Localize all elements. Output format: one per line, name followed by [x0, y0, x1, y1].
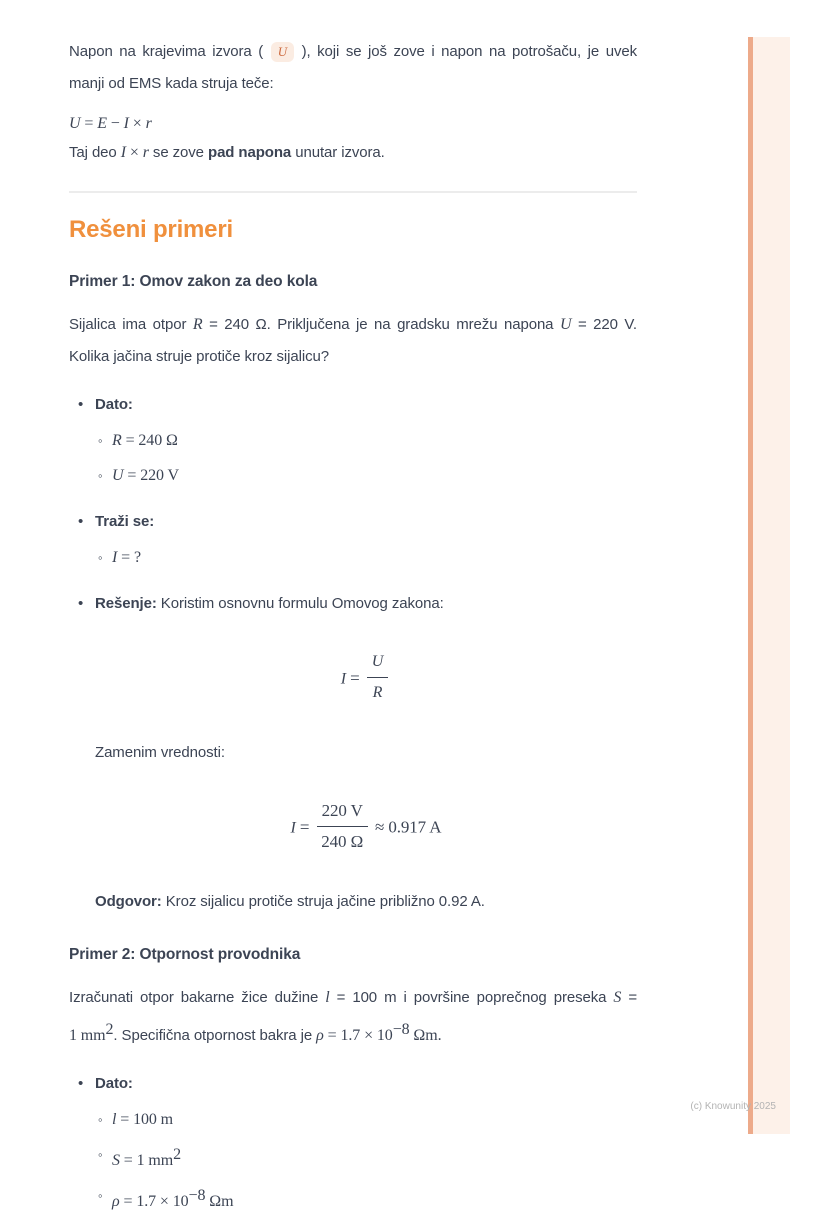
intro-line-2: manji od EMS kada struja teče:	[69, 75, 274, 92]
math-value: Ωm	[205, 1193, 234, 1210]
note-bold-text: pad napona	[208, 144, 292, 161]
math-var: R	[112, 432, 122, 449]
math-var: ρ	[112, 1193, 120, 1210]
math-var: l	[112, 1111, 117, 1128]
formula-ohms-law	[95, 652, 637, 707]
math-var: r	[142, 144, 149, 161]
section-title: Rešeni primeri	[69, 216, 233, 243]
math-value: = 1.7 × 10	[119, 1193, 189, 1210]
fraction-numerator: 220 V	[317, 799, 368, 827]
primer1-problem-line-1	[69, 309, 637, 341]
math-var: l	[325, 989, 330, 1006]
problem-text: = 240 Ω. Priključena je na gradsku mrežu napona	[202, 316, 560, 333]
document-content	[69, 36, 637, 1232]
dato-label: Dato:	[95, 1075, 133, 1092]
math-op: −	[106, 115, 124, 132]
dato-item	[112, 1180, 637, 1218]
math-op: =	[295, 817, 314, 837]
intro-text: ), koji se još zove i napon na potrošaču, je uvek	[301, 43, 638, 60]
math-op: ×	[128, 115, 146, 132]
dato-sublist	[95, 1104, 637, 1218]
math-var: I	[112, 549, 118, 566]
math-var: R	[192, 316, 203, 333]
math-var: E	[97, 115, 107, 132]
fraction-numerator: U	[367, 650, 388, 678]
dato-item	[112, 1104, 637, 1136]
formula-calculation	[95, 801, 637, 856]
dato-item	[112, 460, 637, 492]
fraction-denominator: 240 Ω	[321, 832, 364, 851]
problem-text: = 100 m i površine poprečnog preseka	[329, 989, 614, 1006]
primer1-problem-line-2: Kolika jačina struje protiče kroz sijalicu?	[69, 348, 329, 365]
primer2-heading: Primer 2: Otpornost provodnika	[69, 946, 301, 963]
intro-line-1	[69, 36, 637, 68]
problem-text: . Specifična otpornost bakra je	[113, 1027, 317, 1044]
note-text: unutar izvora.	[291, 144, 385, 161]
problem-text: =	[621, 989, 637, 1006]
voltage-drop-note	[69, 137, 637, 169]
note-text: se zove	[148, 144, 208, 161]
primer2-problem-line-2	[69, 1014, 637, 1052]
problem-text: = 220 V.	[571, 316, 637, 333]
math-var: S	[112, 1152, 120, 1169]
divider	[69, 191, 637, 193]
dato-item	[112, 425, 637, 457]
math-value: 1 mm	[69, 1027, 106, 1044]
math-op: ×	[125, 144, 143, 161]
primer1-list	[69, 389, 637, 620]
math-var: S	[613, 989, 622, 1006]
fraction-denominator: R	[372, 684, 383, 701]
answer-line	[95, 886, 637, 918]
copyright-footer: (c) Knowunity 2025	[690, 1101, 776, 1112]
math-value: = 240 Ω	[121, 432, 178, 449]
answer-label: Odgovor:	[95, 893, 162, 910]
dato-item	[112, 1139, 637, 1177]
side-accent-line	[748, 37, 753, 1134]
math-var: U	[112, 467, 124, 484]
math-superscript: 2	[105, 1021, 114, 1038]
list-item-trazi-se	[95, 506, 637, 574]
math-value: = 100 m	[116, 1111, 174, 1128]
intro-paragraph	[69, 36, 637, 100]
voltage-symbol-badge: U	[271, 42, 294, 62]
math-result: ≈ 0.917 A	[370, 817, 442, 837]
math-var: U	[69, 115, 81, 132]
primer1-heading: Primer 1: Omov zakon za deo kola	[69, 273, 318, 290]
math-value: Ωm.	[409, 1027, 442, 1044]
math-value: = 220 V	[123, 467, 179, 484]
resenje-text: Koristim osnovnu formulu Omovog zakona:	[156, 595, 444, 612]
list-item-dato	[95, 1068, 637, 1218]
primer2-problem	[69, 982, 637, 1052]
trazi-se-sublist	[95, 542, 637, 574]
math-value: = 1 mm	[119, 1152, 174, 1169]
math-superscript: −8	[392, 1021, 410, 1038]
intro-text: Napon na krajevima izvora (	[69, 43, 264, 60]
primer2-problem-line-1	[69, 982, 637, 1014]
trazi-se-label: Traži se:	[95, 513, 155, 530]
resenje-label: Rešenje:	[95, 595, 157, 612]
problem-text: Sijalica ima otpor	[69, 316, 193, 333]
math-value: = 1.7 × 10	[323, 1027, 393, 1044]
side-accent-band	[748, 37, 790, 1134]
math-value: = ?	[117, 549, 141, 566]
list-item-dato	[95, 389, 637, 492]
math-op: =	[80, 115, 98, 132]
math-var: I	[123, 115, 129, 132]
math-var: I	[290, 819, 296, 837]
answer-text: Kroz sijalicu protiče struja jačine približno 0.92 A.	[161, 893, 485, 910]
math-superscript: 2	[173, 1146, 182, 1163]
trazi-se-item	[112, 542, 637, 574]
dato-label: Dato:	[95, 396, 133, 413]
math-var: I	[340, 670, 346, 688]
formula-u-emf	[69, 110, 637, 137]
note-text: Taj deo	[69, 144, 121, 161]
math-var: I	[120, 144, 126, 161]
dato-sublist	[95, 425, 637, 492]
math-superscript: −8	[188, 1187, 206, 1204]
primer2-list	[69, 1068, 637, 1218]
primer1-problem	[69, 309, 637, 373]
math-var: ρ	[316, 1027, 324, 1044]
fraction	[317, 799, 368, 854]
fraction	[367, 650, 388, 705]
problem-text: Izračunati otpor bakarne žice dužine	[69, 989, 326, 1006]
math-op: =	[345, 668, 364, 688]
list-item-resenje	[95, 588, 637, 620]
math-var: U	[559, 316, 572, 333]
math-var: r	[145, 115, 152, 132]
substitute-note: Zamenim vrednosti:	[95, 744, 225, 761]
